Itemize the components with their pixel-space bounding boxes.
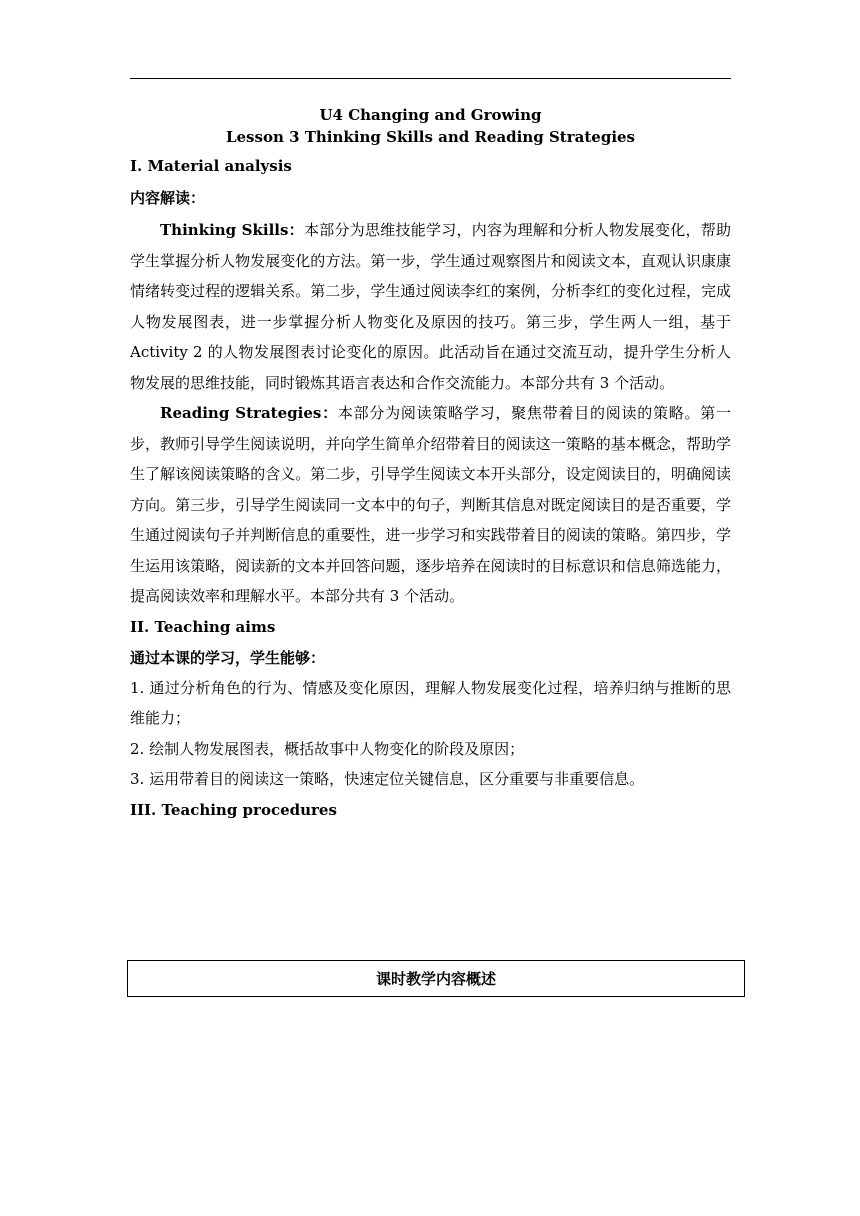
- content-interpretation-subheading: 内容解读：: [130, 189, 206, 207]
- thinking-skills-paragraph: [130, 215, 731, 398]
- teaching-aims-subheading: 通过本课的学习，学生能够：: [130, 648, 326, 667]
- thinking-skills-label: Thinking Skills：: [160, 221, 304, 239]
- procedures-table-header: [127, 960, 745, 997]
- aim-item-1: 1. 通过分析角色的行为、情感及变化原因，理解人物发展变化过程，培养归纳与推断的思维能力；: [130, 678, 731, 727]
- aim-item-3: 3. 运用带着目的阅读这一策略，快速定位关键信息，区分重要与非重要信息。: [130, 770, 645, 788]
- reading-strategies-text: 本部分为阅读策略学习，聚焦带着目的阅读的策略。第一步，教师引导学生阅读说明，并向学生简单介绍带着目的阅读这一策略的基本概念，帮助学生了解该阅读策略的含义。第二步，引导学生阅读文本开头部分，设定阅读目的，明确阅读方向。第三步，引导学生阅读同一文本中的句子，判断其信息对既定阅读目的是否重要，学生通过阅读句子并判断信息的重要性，进一步学习和实践带着目的阅读的策略。第四步，学生运用该策略，阅读新的文本并回答问题，逐步培养在阅读时的目标意识和信息筛选能力，提高阅读效率和理解水平。本部分共有 3 个活动。: [130, 404, 731, 605]
- lesson-title: Lesson 3 Thinking Skills and Reading Strategies: [225, 128, 636, 146]
- material-analysis-heading: I. Material analysis: [130, 157, 292, 175]
- aim-item-2: 2. 绘制人物发展图表，概括故事中人物变化的阶段及原因；: [130, 739, 525, 758]
- procedures-table-header-text: 课时教学内容概述: [375, 970, 496, 988]
- reading-strategies-paragraph: [130, 398, 731, 612]
- document-body: [130, 104, 731, 825]
- teaching-aims-heading: II. Teaching aims: [130, 617, 276, 636]
- thinking-skills-text: 本部分为思维技能学习，内容为理解和分析人物发展变化，帮助学生掌握分析人物发展变化的方法。第一步，学生通过观察图片和阅读文本，直观认识康康情绪转变过程的逻辑关系。第二步，学生通过阅读李红的案例，分析李红的变化过程，完成人物发展图表，进一步掌握分析人物变化及原因的技巧。第三步，学生两人一组，基于 Activity 2 的人物发展图表讨论变化的原因。此活动旨在通过交流互动，提升学生分析人物发展的思维技能，同时锻炼其语言表达和合作交流能力。本部分共有 3 个活动。: [130, 221, 731, 392]
- unit-title: U4 Changing and Growing: [319, 106, 542, 124]
- teaching-procedures-heading: III. Teaching procedures: [130, 800, 337, 819]
- reading-strategies-label: Reading Strategies：: [160, 404, 338, 422]
- header-rule: [130, 78, 731, 79]
